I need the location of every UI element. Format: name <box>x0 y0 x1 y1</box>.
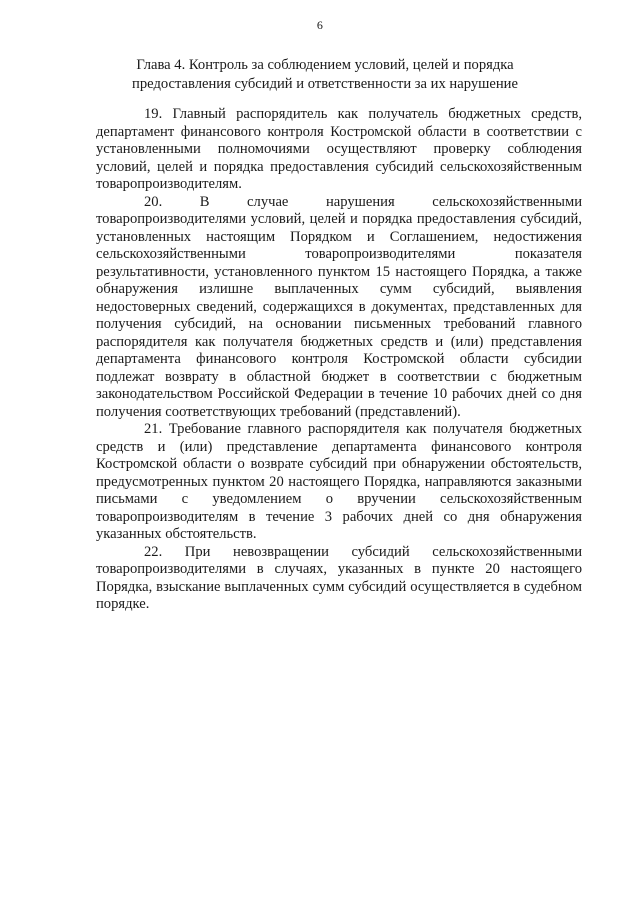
paragraph-21: 21. Требование главного распорядителя как получателя бюджетных средств и (или) представление департамента финансового контроля Костромской области о возврате субсидий при обнаружении обстоятельств, предусмотренных пунктом 20 настоящего Порядка, направляются заказными письмами с уведомлением о вручении сельскохозяйственным товаропроизводителям в течение 3 рабочих дней со дня обнаружения указанных обстоятельств. <box>96 421 582 542</box>
chapter-title-line-1: Глава 4. Контроль за соблюдением условий, целей и порядка <box>136 57 514 73</box>
document-body <box>96 106 582 614</box>
paragraph-19: 19. Главный распорядитель как получатель бюджетных средств, департамент финансового контроля Костромской области в соответствии с установленными полномочиями осуществляют проверку соблюдения условий, целей и порядка предоставления субсидий сельскохозяйственным товаропроизводителям. <box>96 106 582 192</box>
chapter-title-line-2: предоставления субсидий и ответственности за их нарушение <box>132 76 518 92</box>
page-number: 6 <box>316 18 324 32</box>
paragraph-20: 20. В случае нарушения сельскохозяйственными товаропроизводителями условий, целей и порядка предоставления субсидий, установленных настоящим Порядком и Соглашением, недостижения сельскохозяйственными товаропроизводителями показателя результативности, установленного пунктом 15 настоящего Порядка, а также обнаружения излишне выплаченных сумм субсидий, выявления недостоверных сведений, содержащихся в документах, представленных для получения субсидий, на основании письменных требований главного распорядителя как получателя бюджетных средств и (или) представления департамента финансового контроля Костромской области субсидии подлежат возврату в областной бюджет в соответствии с бюджетным законодательством Российской Федерации в течение 10 рабочих дней со дня получения соответствующих требований (представлений). <box>96 193 582 420</box>
chapter-title <box>110 56 540 94</box>
paragraph-22: 22. При невозвращении субсидий сельскохозяйственными товаропроизводителями в случаях, указанных в пункте 20 настоящего Порядка, взыскание выплаченных сумм субсидий осуществляется в судебном порядке. <box>96 543 582 612</box>
